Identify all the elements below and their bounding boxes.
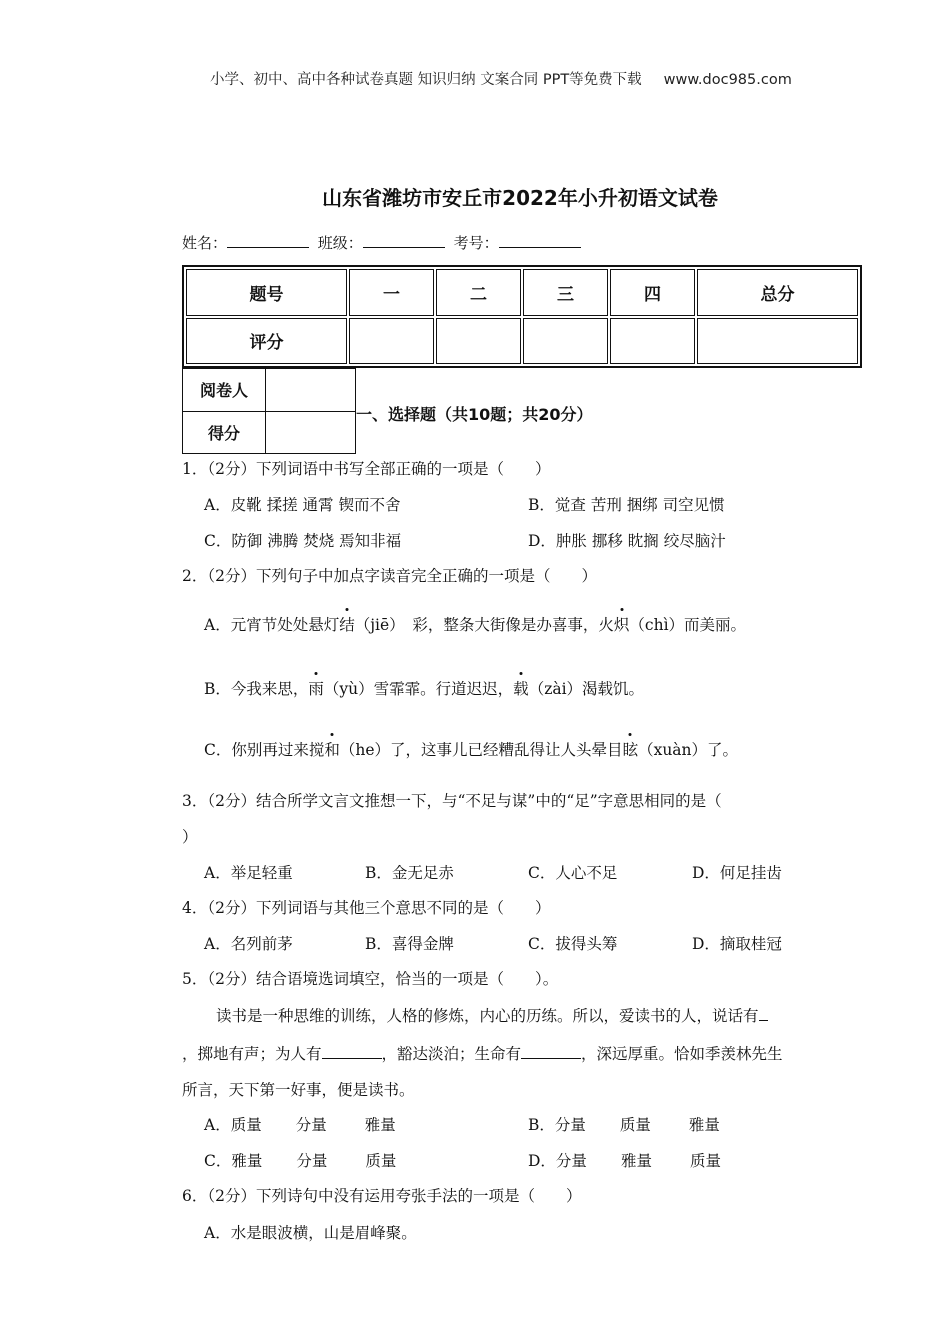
class-label: 班级： (317, 234, 363, 252)
header-text: 小学、初中、高中各种试卷真题 知识归纳 文案合同 PPT等免费下载 (210, 72, 642, 88)
q5-d-w3: 质量 (689, 1152, 721, 1170)
q5-option-d (528, 1149, 721, 1171)
q6-stem: 6．（2分）下列诗句中没有运用夸张手法的一项是（ ） (182, 1187, 582, 1205)
score-header-cell: 总分 (697, 269, 858, 316)
q2-b-dotted1: 雨 (308, 680, 324, 698)
q5-line2-b: ，豁达淡泊；生命有 (381, 1045, 522, 1063)
q2-c-text3: （xuàn）了。 (638, 741, 739, 759)
q5-option-a (204, 1113, 396, 1135)
grader-score-cell (266, 411, 356, 454)
q5-blank1 (759, 1006, 768, 1021)
q4-option-c: C．拔得头筹 (528, 935, 618, 953)
section-heading: 一、选择题（共10题；共20分） (356, 405, 593, 424)
q5-b-w3: 雅量 (688, 1116, 720, 1134)
q2-c-text2: （he）了，这事儿已经糟乱得让人头晕目 (339, 741, 623, 759)
q1-option-c: C．防御 沸腾 焚烧 焉知非福 (204, 532, 402, 550)
q3-option-c: C．人心不足 (528, 864, 618, 882)
score-value-row (186, 318, 858, 365)
q2-a-dotted2: 炽 (613, 616, 630, 634)
score-header-cell: 题号 (186, 269, 347, 316)
q5-option-c (204, 1149, 396, 1171)
score-header-cell: 一 (349, 269, 434, 316)
q5-a-w1: A．质量 (204, 1116, 262, 1134)
score-cell (610, 318, 695, 365)
q2-b-text1: B．今我来思， (204, 680, 309, 698)
reviewer-label: 阅卷人 (183, 369, 266, 412)
q2-a-text3: （chì）而美丽。 (629, 616, 747, 634)
q1-option-a: A．皮靴 揉搓 通霄 锲而不舍 (204, 496, 401, 514)
q5-blank2 (322, 1044, 382, 1059)
q5-b-w1: B．分量 (528, 1116, 586, 1134)
class-blank (363, 233, 445, 248)
q5-a-w2: 分量 (295, 1116, 327, 1134)
exam-no-label: 考号： (453, 234, 499, 252)
score-cell (436, 318, 521, 365)
q4-option-a: A．名列前茅 (204, 935, 293, 953)
score-header-row (186, 269, 858, 316)
q6-option-a: A．水是眼波横，山是眉峰聚。 (204, 1224, 417, 1242)
q1-stem: 1．（2分）下列词语中书写全部正确的一项是（ ） (182, 460, 551, 478)
score-row-label: 评分 (186, 318, 347, 365)
q5-c-w2: 分量 (296, 1152, 328, 1170)
q5-passage-line1 (216, 1004, 768, 1026)
student-info (182, 232, 585, 253)
grader-score-label: 得分 (183, 411, 266, 454)
page-title: 山东省潍坊市安丘市2022年小升初语文试卷 (322, 186, 718, 210)
score-table (182, 265, 862, 368)
q4-option-b: B．喜得金牌 (365, 935, 454, 953)
q5-passage-line2 (182, 1042, 783, 1064)
q2-c-dotted2: 眩 (622, 741, 639, 759)
page-header (210, 68, 792, 89)
q2-a-dotted1: 结 (339, 616, 355, 634)
q2-option-a (204, 613, 746, 635)
q5-d-w1: D．分量 (528, 1152, 587, 1170)
q5-stem: 5．（2分）结合语境选词填空，恰当的一项是（ ）。 (182, 970, 559, 988)
q2-option-c (204, 738, 738, 760)
reviewer-cell (266, 369, 356, 412)
q5-blank3 (521, 1044, 581, 1059)
q4-option-d: D．摘取桂冠 (692, 935, 782, 953)
q2-b-text2: （yù）雪霏霏。行道迟迟， (323, 680, 514, 698)
q2-c-text1: C．你别再过来搅 (204, 741, 325, 759)
score-header-cell: 二 (436, 269, 521, 316)
q2-stem: 2．（2分）下列句子中加点字读音完全正确的一项是（ ） (182, 567, 597, 585)
score-header-cell: 三 (523, 269, 608, 316)
header-site[interactable]: www.doc985.com (663, 72, 792, 88)
q5-c-w3: 质量 (365, 1152, 397, 1170)
q2-a-text2: （jiē） 彩，整条大街像是办喜事，火 (354, 616, 614, 634)
q5-line2-c: ，深远厚重。恰如季羡林先生 (581, 1045, 783, 1063)
q5-line2-a: ，掷地有声；为人有 (182, 1045, 322, 1063)
score-cell (349, 318, 434, 365)
q5-passage-line3: 所言，天下第一好事，便是读书。 (182, 1081, 415, 1099)
q3-stem-cont: ） (182, 828, 198, 846)
score-header-cell: 四 (610, 269, 695, 316)
q5-d-w2: 雅量 (620, 1152, 652, 1170)
q5-a-w3: 雅量 (364, 1116, 396, 1134)
q5-line1-text: 读书是一种思维的训练，人格的修炼，内心的历练。所以，爱读书的人，说话有 (216, 1007, 759, 1025)
q2-b-dotted2: 载 (513, 680, 529, 698)
q5-c-w1: C．雅量 (204, 1152, 263, 1170)
name-blank (227, 233, 309, 248)
q2-a-text1: A．元宵节处处悬灯 (204, 616, 340, 634)
q5-option-b (528, 1113, 720, 1135)
score-cell (697, 318, 858, 365)
q3-stem: 3．（2分）结合所学文言文推想一下，与“不足与谋”中的“足”字意思相同的是（ (182, 792, 722, 810)
exam-no-blank (499, 233, 581, 248)
score-cell (523, 318, 608, 365)
q3-option-b: B．金无足赤 (365, 864, 454, 882)
q3-option-d: D．何足挂齿 (692, 864, 782, 882)
q3-option-a: A．举足轻重 (204, 864, 293, 882)
grader-table (182, 368, 356, 454)
name-label: 姓名： (182, 234, 228, 252)
q1-option-d: D．肿胀 挪移 眈搁 绞尽脑汁 (528, 532, 726, 550)
q2-b-text3: （zài）渴载饥。 (528, 680, 645, 698)
q4-stem: 4．（2分）下列词语与其他三个意思不同的是（ ） (182, 899, 551, 917)
q1-option-b: B．觉查 苦刑 捆绑 司空见惯 (528, 496, 725, 514)
q2-c-dotted1: 和 (324, 741, 340, 759)
q5-b-w2: 质量 (619, 1116, 651, 1134)
q2-option-b (204, 677, 644, 699)
